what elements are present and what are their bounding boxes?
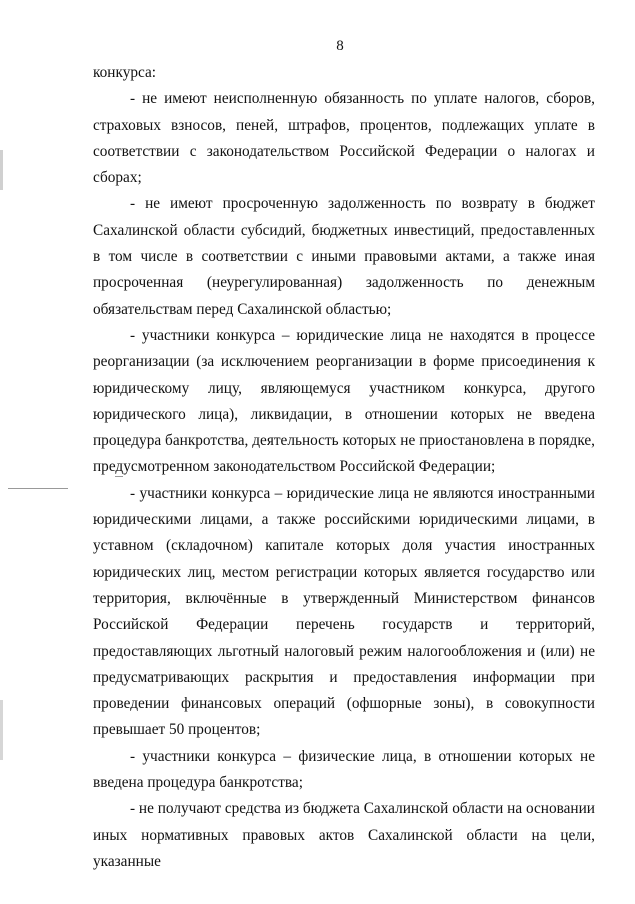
page-number: 8 bbox=[336, 38, 344, 54]
document-body bbox=[93, 60, 595, 875]
scan-dash-mark bbox=[8, 488, 68, 489]
paragraph-individuals-bankruptcy: - участники конкурса – физические лица, в отношении которых не введена процедура банкротства; bbox=[93, 747, 595, 792]
paragraph-tax-obligations: - не имеют неисполненную обязанность по уплате налогов, сборов, страховых взносов, пеней, штрафов, процентов, подлежащих уплате в соответствии с законодательством Российской Федерации о налогах и сборах; bbox=[93, 90, 595, 187]
paragraph-budget-funds: - не получают средства из бюджета Сахалинской области на основании иных нормативных правовых актов Сахалинской области на цели, указанные bbox=[93, 800, 595, 870]
scan-dash-mark bbox=[115, 476, 123, 477]
paragraph-foreign-entities: - участники конкурса – юридические лица не являются иностранными юридическими лицами, а также российскими юридическими лицами, в уставном (складочном) капитале которых доля участия иностранных юридических лиц, местом регистрации которых является государство или территория, включённые в утвержденный Министерством финансов Российской Федерации перечень государств и территорий, предоставляющих льготный налоговый режим налогообложения и (или) не предусматривающих раскрытия и предоставления информации при проведении финансовых операций (офшорные зоны), в совокупности превышает 50 процентов; bbox=[93, 484, 595, 739]
paragraph-continuation: конкурса: bbox=[93, 64, 157, 81]
scan-edge-mark bbox=[0, 700, 3, 760]
scan-edge-mark bbox=[0, 150, 3, 190]
paragraph-reorganization: - участники конкурса – юридические лица не находятся в процессе реорганизации (за исключением реорганизации в форме присоединения к юридическому лицу, являющемуся участником конкурса, другого юридического лица), ликвидации, в отношении которых не введена процедура банкротства, деятельность которых не приостановлена в порядке, предусмотренном законодательством Российской Федерации; bbox=[93, 326, 595, 476]
paragraph-overdue-debt: - не имеют просроченную задолженность по возврату в бюджет Сахалинской области субсидий, бюджетных инвестиций, предоставленных в том числе в соответствии с иными правовыми актами, а также иная просроченная (неурегулированная) задолженность по денежным обязательствам перед Сахалинской областью; bbox=[93, 195, 595, 318]
